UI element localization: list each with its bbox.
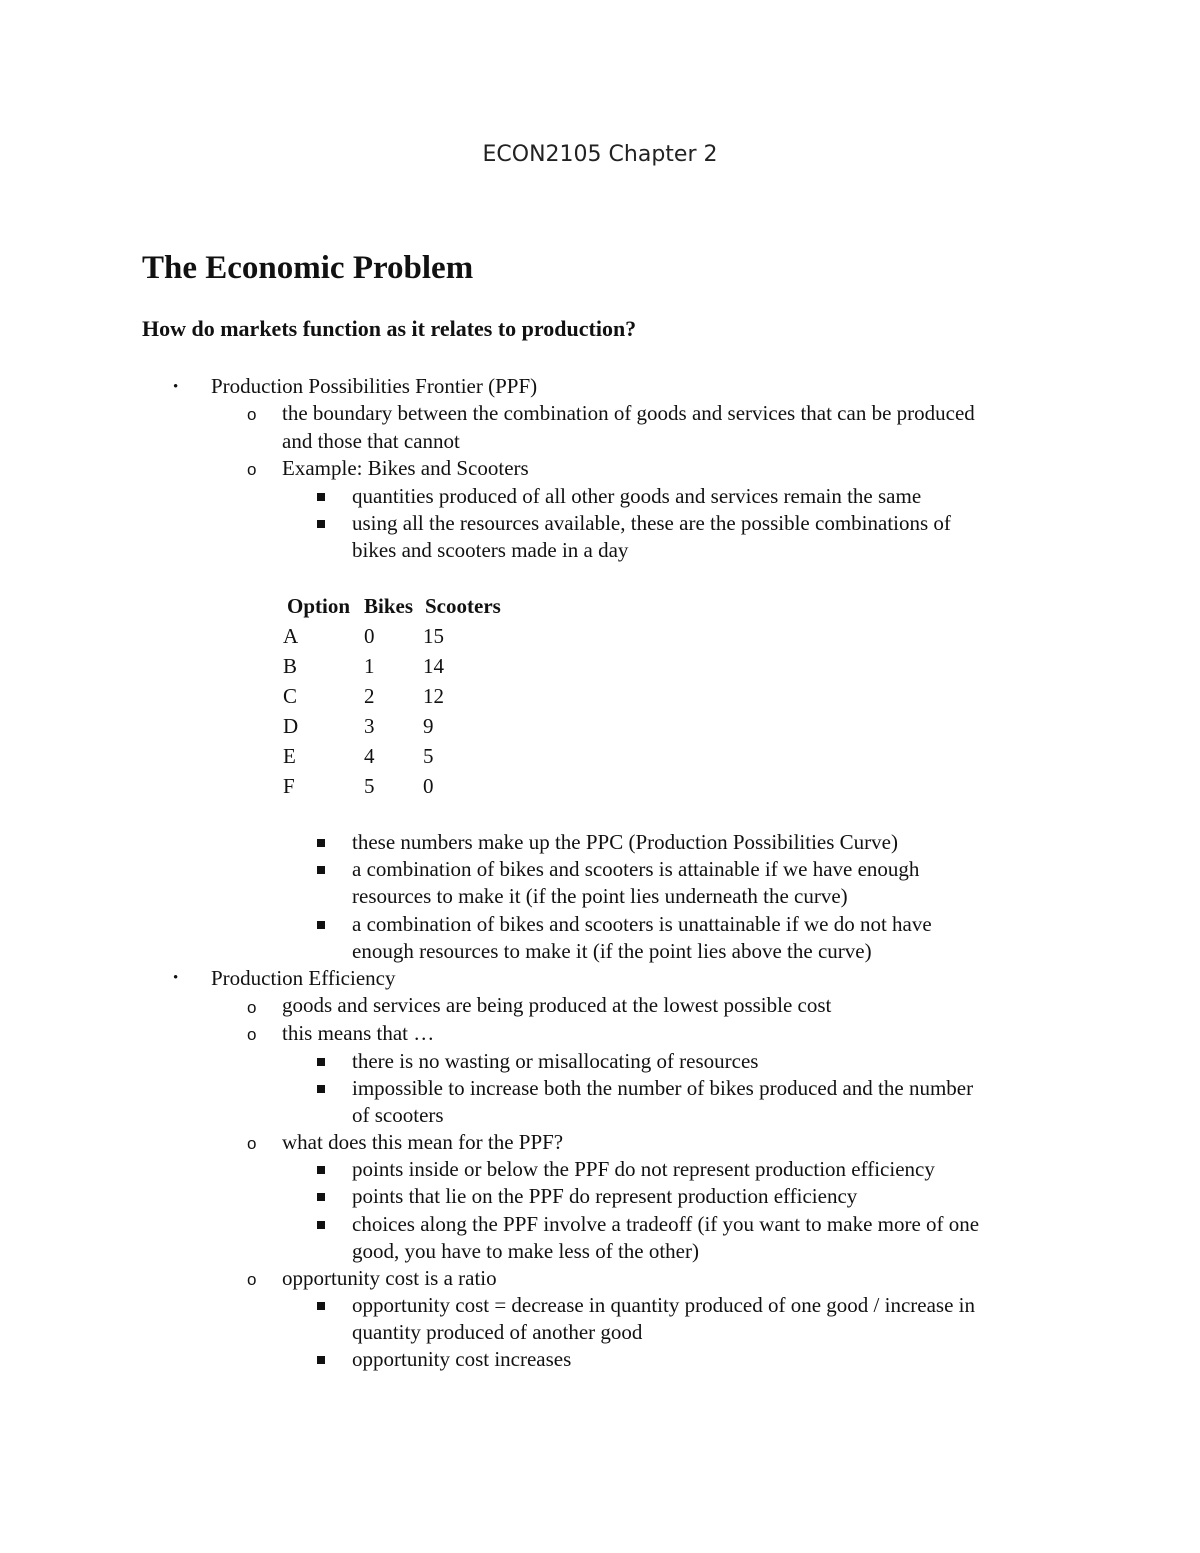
table-header-option: Option: [287, 594, 351, 618]
table-cell-bikes: 1: [364, 654, 375, 678]
page-title: The Economic Problem: [142, 250, 474, 286]
list-item-continuation: enough resources to make it (if the point lies above the curve): [352, 939, 872, 963]
bullet-level1: •: [173, 379, 179, 395]
bullet-level2: o: [247, 1270, 257, 1289]
table-cell-bikes: 5: [364, 774, 375, 798]
list-item-continuation: good, you have to make less of the other): [352, 1239, 699, 1263]
list-item-level3: a combination of bikes and scooters is attainable if we have enough: [352, 857, 920, 881]
table-cell-option: D: [283, 714, 299, 738]
bullet-level3: [317, 921, 325, 929]
table-cell-scooters: 15: [423, 624, 444, 648]
table-header-scooters: Scooters: [425, 594, 501, 618]
list-item-level3: there is no wasting or misallocating of resources: [352, 1049, 759, 1073]
list-item-level2: opportunity cost is a ratio: [282, 1266, 497, 1290]
table-cell-option: B: [283, 654, 298, 678]
bullet-level3: [317, 1356, 325, 1364]
list-item-level3: choices along the PPF involve a tradeoff (if you want to make more of one: [352, 1212, 980, 1236]
table-cell-scooters: 12: [423, 684, 444, 708]
list-item-level2: the boundary between the combination of goods and services that can be produced: [282, 401, 975, 425]
list-item-level1: Production Efficiency: [211, 966, 396, 990]
list-item-continuation: and those that cannot: [282, 429, 460, 453]
bullet-level3: [317, 1085, 325, 1093]
list-item-continuation: quantity produced of another good: [352, 1320, 643, 1344]
list-item-continuation: bikes and scooters made in a day: [352, 538, 629, 562]
bullet-level3: [317, 1193, 325, 1201]
list-item-continuation: of scooters: [352, 1103, 444, 1127]
table-cell-scooters: 5: [423, 744, 434, 768]
list-item-continuation: resources to make it (if the point lies underneath the curve): [352, 884, 848, 908]
bullet-level3: [317, 866, 325, 874]
table-cell-scooters: 14: [423, 654, 444, 678]
table-cell-option: E: [283, 744, 296, 768]
table-cell-option: C: [283, 684, 298, 708]
table-cell-bikes: 4: [364, 744, 375, 768]
list-item-level3: points that lie on the PPF do represent production efficiency: [352, 1184, 858, 1208]
bullet-level3: [317, 1221, 325, 1229]
list-item-level2: goods and services are being produced at the lowest possible cost: [282, 993, 832, 1017]
bullet-level2: o: [247, 998, 257, 1017]
list-item-level3: quantities produced of all other goods and services remain the same: [352, 484, 922, 508]
table-cell-bikes: 0: [364, 624, 375, 648]
bullet-level3: [317, 1166, 325, 1174]
table-cell-option: A: [283, 624, 299, 648]
table-cell-bikes: 3: [364, 714, 375, 738]
list-item-level2: this means that …: [282, 1021, 435, 1045]
list-item-level3: opportunity cost = decrease in quantity produced of one good / increase in: [352, 1293, 975, 1317]
bullet-level2: o: [247, 1025, 257, 1044]
table-cell-scooters: 0: [423, 774, 434, 798]
bullet-level2: o: [247, 460, 257, 479]
table-cell-bikes: 2: [364, 684, 375, 708]
bullet-level1: •: [173, 970, 179, 986]
table-header-bikes: Bikes: [364, 594, 414, 618]
bullet-level3: [317, 839, 325, 847]
list-item-level3: points inside or below the PPF do not represent production efficiency: [352, 1157, 935, 1181]
list-item-level3: opportunity cost increases: [352, 1347, 572, 1371]
list-item-level1: Production Possibilities Frontier (PPF): [211, 374, 538, 398]
list-item-level3: impossible to increase both the number of bikes produced and the number: [352, 1076, 974, 1100]
list-item-level3: using all the resources available, these are the possible combinations of: [352, 511, 951, 535]
list-item-level2: Example: Bikes and Scooters: [282, 456, 529, 480]
page-header: ECON2105 Chapter 2: [482, 142, 718, 167]
table-cell-scooters: 9: [423, 714, 434, 738]
bullet-level3: [317, 1058, 325, 1066]
bullet-level3: [317, 493, 325, 501]
table-cell-option: F: [283, 774, 295, 798]
bullet-level2: o: [247, 1134, 257, 1153]
list-item-level2: what does this mean for the PPF?: [282, 1130, 564, 1154]
bullet-level3: [317, 1302, 325, 1310]
list-item-level3: a combination of bikes and scooters is unattainable if we do not have: [352, 912, 932, 936]
bullet-level2: o: [247, 405, 257, 424]
list-item-level3: these numbers make up the PPC (Production Possibilities Curve): [352, 830, 898, 854]
bullet-level3: [317, 520, 325, 528]
section-heading: How do markets function as it relates to production?: [142, 316, 637, 341]
